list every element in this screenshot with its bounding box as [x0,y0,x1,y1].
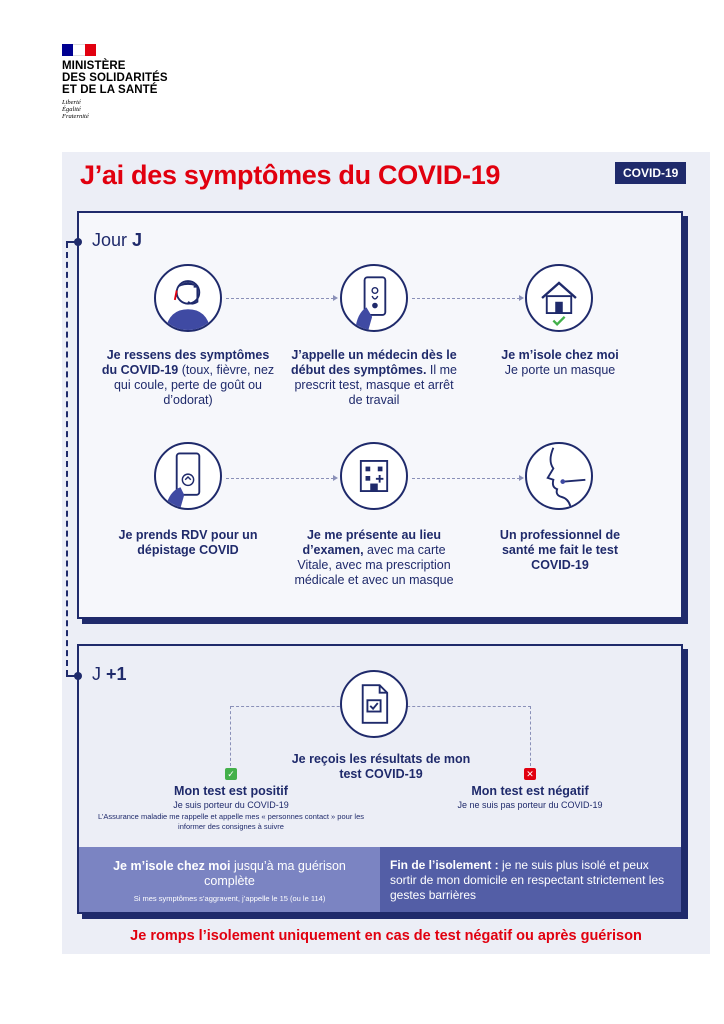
step-5-text: Je me présente au lieu d’examen, avec ma carte Vitale, avec ma prescription médicale et avec un masque [294,528,454,587]
page-title: J’ai des symptômes du COVID-19 [80,160,501,190]
step-2-text: J’appelle un médecin dès le début des symptômes. Il me prescrit test, masque et arrêt de travail [290,348,457,407]
day-j-label: Jour J [92,230,143,250]
covid-tag: COVID-19 [615,162,686,184]
negative-cross-icon: ✕ [524,768,536,780]
timeline-dot [74,672,82,680]
positive-check-icon: ✓ [225,768,237,780]
phone-booking-icon [154,442,222,510]
negative-title: Mon test est négatif [471,784,589,798]
house-check-icon [525,264,593,332]
motto: Liberté Égalité Fraternité [62,99,89,120]
step-4-text: Je prends RDV pour un dépistage COVID [118,528,258,557]
negative-sub: Je ne suis pas porteur du COVID-19 [457,800,603,810]
french-flag-icon [62,44,96,56]
timeline-dot [74,238,82,246]
result-text: Je reçois les résultats de mon test COVID-19 [291,752,471,781]
logo-line-3: ET DE LA SANTÉ [62,84,158,96]
timeline-line [66,242,68,676]
positive-title: Mon test est positif [174,784,288,798]
step-6-text: Un professionnel de santé me fait le test COVID-19 [499,528,621,572]
logo-line-2: DES SOLIDARITÉS [62,72,168,84]
logo-line-1: MINISTÈRE [62,60,126,72]
step-1-text: Je ressens des symptômes du COVID-19 (toux, fièvre, nez qui coule, perte de goût ou d’odorat) [101,348,275,407]
test-result-document-icon [340,670,408,738]
phone-call-doctor-icon [340,264,408,332]
footer-warning: Je romps l’isolement uniquement en cas de test négatif ou après guérison [130,928,642,944]
end-isolation-band: Fin de l’isolement : je ne suis plus isolé et peux sortir de mon domicile en respectant strictement les gestes barrières [380,847,681,912]
person-headache-icon [154,264,222,332]
day-j1-label: J +1 [92,664,127,684]
positive-note: L’Assurance maladie me rappelle et appelle mes « personnes contact » pour les informer des consignes à suivre [98,812,364,831]
nasal-swab-icon [525,442,593,510]
medical-building-icon [340,442,408,510]
ministry-logo [62,44,222,120]
step-3-text: Je m’isole chez moi Je porte un masque [501,348,619,377]
isolation-band: Je m’isole chez moi jusqu’à ma guérison complète Si mes symptômes s’aggravent, j’appelle le 15 (ou le 114) [79,847,380,912]
positive-sub: Je suis porteur du COVID-19 [173,800,289,810]
